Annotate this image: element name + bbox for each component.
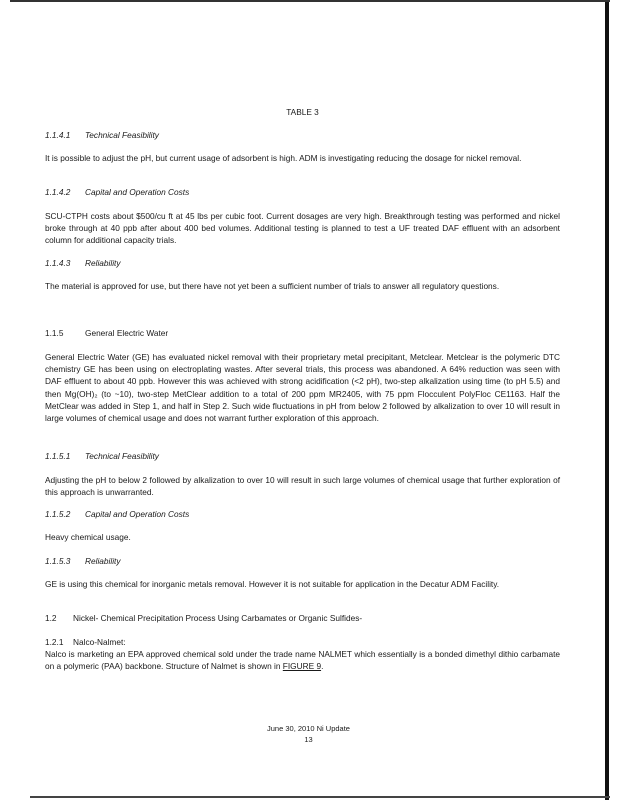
section-title: Reliability	[85, 258, 121, 268]
section-number: 1.1.4.3	[45, 258, 71, 268]
section-heading-1-1-4-3	[45, 257, 560, 269]
scan-edge-top	[10, 0, 610, 2]
paragraph-capital-costs-ge: Heavy chemical usage.	[45, 532, 131, 542]
figure-9-reference[interactable]: FIGURE 9	[282, 661, 322, 672]
paragraph-technical-feasibility-ge: Adjusting the pH to below 2 followed by alkalization to over 10 will result in such large volumes of chemical usage that further exploration of this approach is unwarranted.	[45, 475, 560, 498]
paragraph-capital-costs-adsorbent: SCU-CTPH costs about $500/cu ft at 45 lbs per cubic foot. Current dosages are very high. Breakthrough testing was performed and nickel broke through at 40 ppb after about 400 bed volumes. Additional testing is planned to test a UF treated DAF effluent with an adsorbent column for additional capacity trials.	[45, 211, 560, 246]
paragraph-technical-feasibility-adsorbent: It is possible to adjust the pH, but current usage of adsorbent is high. ADM is investigating reducing the dosage for nickel removal.	[45, 153, 522, 163]
section-heading-1-1-4-2	[45, 186, 560, 198]
paragraph-period: .	[321, 661, 324, 672]
section-number: 1.1.4.2	[45, 187, 71, 197]
section-heading-1-1-5-1	[45, 450, 560, 462]
paragraph-reliability-adsorbent: The material is approved for use, but there have not yet been a sufficient number of trials to answer all regulatory questions.	[45, 281, 500, 291]
section-title: Capital and Operation Costs	[85, 509, 190, 519]
section-heading-1-2-1	[45, 636, 560, 648]
section-title: Technical Feasibility	[85, 451, 159, 461]
scan-edge-bottom	[30, 796, 610, 798]
section-title: Nalco-Nalmet:	[73, 637, 126, 647]
scan-edge-right	[605, 2, 609, 800]
paragraph-general-electric-water: General Electric Water (GE) has evaluated nickel removal with their proprietary metal precipitant, Metclear. Metclear is the polymeric DTC chemistry GE has been using on electroplating wastes. After several trials, this process was abandoned. A 64% reduction was seen with DAF effluent to about 40 ppb. However this was achieved with strong acidification (<2 pH), two-step alkalization using time (to pH 5.5) and then Mg(OH)₂ (to ~10), two-step MetClear addition to a total of 200 ppm MR2405, with 75 ppm Flocculent PolyFloc CE1163. Half the MetClear was added in Step 1, and half in Step 2. Such wide fluctuations in pH from below 2 followed by alkalization to over 10 will result in large volumes of chemical usage and does not warrant further exploration of this approach.	[45, 352, 560, 424]
footer-page-number: 13	[304, 735, 313, 744]
section-heading-1-2	[45, 612, 560, 624]
section-title: Capital and Operation Costs	[85, 187, 190, 197]
footer-date: June 30, 2010 Ni Update	[267, 724, 350, 733]
section-title: Nickel- Chemical Precipitation Process Using Carbamates or Organic Sulfides-	[73, 613, 363, 623]
section-number: 1.1.5.1	[45, 451, 71, 461]
section-title: Technical Feasibility	[85, 130, 159, 140]
paragraph-text: Nalco is marketing an EPA approved chemical sold under the trade name NALMET which essentially is a bonded dimethyl dithio carbamate on a polymeric (PAA) backbone. Structure of Nalmet is shown in	[45, 649, 560, 672]
section-title: Reliability	[85, 556, 121, 566]
section-title: General Electric Water	[85, 328, 169, 338]
section-number: 1.1.5.2	[45, 509, 71, 519]
section-number: 1.1.4.1	[45, 130, 71, 140]
paragraph-reliability-ge: GE is using this chemical for inorganic metals removal. However it is not suitable for application in the Decatur ADM Facility.	[45, 579, 500, 589]
section-heading-1-1-5-2	[45, 508, 560, 520]
section-number: 1.1.5	[45, 328, 64, 338]
section-number: 1.1.5.3	[45, 556, 71, 566]
section-heading-1-1-4-1	[45, 129, 560, 141]
section-number: 1.2	[45, 613, 57, 623]
table-label: TABLE 3	[286, 107, 319, 117]
paragraph-nalco-nalmet	[45, 648, 560, 672]
section-number: 1.2.1	[45, 637, 64, 647]
section-heading-1-1-5-3	[45, 555, 560, 567]
section-heading-1-1-5	[45, 327, 560, 339]
